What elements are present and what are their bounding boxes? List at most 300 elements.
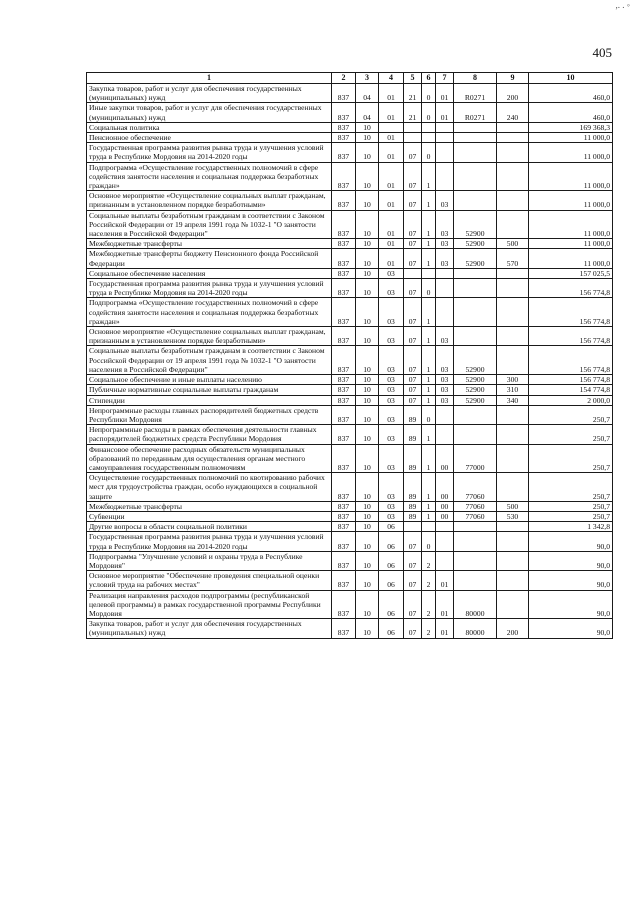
code-cell: 1 <box>422 375 436 385</box>
expense-name-cell: Иные закупки товаров, работ и услуг для обеспечения государственных (муниципальных) нужд <box>87 103 332 122</box>
expense-name-cell: Социальные выплаты безработным гражданам в соответствии с Законом Российской Федерации от 19 апреля 1991 года № 1032-1 "О занятости населения в Российской Федерации" <box>87 210 332 239</box>
column-header: 1 <box>87 73 332 84</box>
code-cell: 1 <box>422 444 436 473</box>
code-cell: 07 <box>404 239 422 249</box>
code-cell <box>497 327 529 346</box>
code-cell: 89 <box>404 501 422 511</box>
code-cell: 10 <box>356 268 379 278</box>
expense-name-cell: Межбюджетные трансферты <box>87 239 332 249</box>
code-cell: 06 <box>379 532 404 551</box>
code-cell: 07 <box>404 375 422 385</box>
code-cell: 01 <box>379 239 404 249</box>
code-cell: 03 <box>379 327 404 346</box>
code-cell: 03 <box>436 249 454 268</box>
code-cell: 200 <box>497 619 529 638</box>
code-cell: R0271 <box>454 84 497 103</box>
table-row <box>87 619 613 638</box>
code-cell <box>497 590 529 619</box>
amount-cell: 157 025,5 <box>529 268 613 278</box>
code-cell <box>497 346 529 375</box>
code-cell: 10 <box>356 375 379 385</box>
code-cell: 03 <box>436 239 454 249</box>
amount-cell: 250,7 <box>529 444 613 473</box>
code-cell: 03 <box>379 385 404 395</box>
code-cell <box>497 444 529 473</box>
code-cell: 837 <box>332 327 356 346</box>
code-cell: 300 <box>497 375 529 385</box>
code-cell: 01 <box>379 162 404 191</box>
code-cell: 03 <box>379 501 404 511</box>
code-cell <box>422 522 436 532</box>
code-cell: 07 <box>404 210 422 239</box>
code-cell: 07 <box>404 162 422 191</box>
code-cell: 52900 <box>454 395 497 405</box>
code-cell <box>454 279 497 298</box>
code-cell <box>454 143 497 162</box>
code-cell <box>436 268 454 278</box>
expense-name-cell: Социальные выплаты безработным гражданам в соответствии с Законом Российской Федерации от 19 апреля 1991 года № 1032-1 "О занятости населения в Российской Федерации" <box>87 346 332 375</box>
code-cell: 837 <box>332 210 356 239</box>
table-body <box>87 84 613 639</box>
code-cell <box>497 133 529 143</box>
expense-name-cell: Государственная программа развития рынка труда и улучшения условий труда в Республике Мордовия на 2014-2020 годы <box>87 279 332 298</box>
code-cell: 21 <box>404 103 422 122</box>
column-header: 5 <box>404 73 422 84</box>
code-cell: 01 <box>379 191 404 210</box>
code-cell: 10 <box>356 444 379 473</box>
code-cell: 03 <box>379 375 404 385</box>
code-cell <box>497 143 529 162</box>
code-cell: 03 <box>436 385 454 395</box>
code-cell: 06 <box>379 571 404 590</box>
code-cell: 1 <box>422 327 436 346</box>
code-cell: 837 <box>332 590 356 619</box>
code-cell: 10 <box>356 571 379 590</box>
code-cell: 10 <box>356 405 379 424</box>
code-cell: 837 <box>332 532 356 551</box>
code-cell: 03 <box>379 298 404 327</box>
code-cell: 07 <box>404 346 422 375</box>
code-cell: 01 <box>379 133 404 143</box>
code-cell: 77060 <box>454 473 497 502</box>
table-row <box>87 249 613 268</box>
code-cell: 00 <box>436 501 454 511</box>
code-cell: 837 <box>332 268 356 278</box>
column-header: 6 <box>422 73 436 84</box>
table-row <box>87 375 613 385</box>
code-cell: 06 <box>379 522 404 532</box>
code-cell: 04 <box>356 103 379 122</box>
code-cell: 837 <box>332 239 356 249</box>
code-cell: 837 <box>332 385 356 395</box>
column-header: 4 <box>379 73 404 84</box>
table-row <box>87 162 613 191</box>
code-cell: 01 <box>436 619 454 638</box>
code-cell <box>436 405 454 424</box>
code-cell <box>436 143 454 162</box>
code-cell: 530 <box>497 511 529 521</box>
expense-name-cell: Межбюджетные трансферты <box>87 501 332 511</box>
table-row <box>87 239 613 249</box>
code-cell: 00 <box>436 444 454 473</box>
amount-cell: 11 000,0 <box>529 143 613 162</box>
table-row <box>87 103 613 122</box>
amount-cell: 250,7 <box>529 405 613 424</box>
code-cell: 77060 <box>454 501 497 511</box>
code-cell <box>454 122 497 132</box>
code-cell: 10 <box>356 501 379 511</box>
expense-name-cell: Социальное обеспечение населения <box>87 268 332 278</box>
code-cell: 80000 <box>454 619 497 638</box>
amount-cell: 90,0 <box>529 532 613 551</box>
table-header-row <box>87 73 613 84</box>
code-cell: 03 <box>436 375 454 385</box>
table-row <box>87 191 613 210</box>
code-cell: 89 <box>404 444 422 473</box>
page-number: 405 <box>592 45 612 60</box>
code-cell: 07 <box>404 298 422 327</box>
code-cell <box>454 268 497 278</box>
code-cell: 10 <box>356 327 379 346</box>
code-cell: 80000 <box>454 590 497 619</box>
amount-cell: 156 774,8 <box>529 375 613 385</box>
code-cell: 03 <box>379 473 404 502</box>
code-cell: 06 <box>379 551 404 570</box>
code-cell: 03 <box>436 210 454 239</box>
code-cell: 01 <box>379 103 404 122</box>
amount-cell: 460,0 <box>529 84 613 103</box>
code-cell <box>436 425 454 444</box>
code-cell: 500 <box>497 501 529 511</box>
column-header: 3 <box>356 73 379 84</box>
code-cell: 10 <box>356 619 379 638</box>
code-cell: 77000 <box>454 444 497 473</box>
code-cell: 10 <box>356 425 379 444</box>
code-cell: 1 <box>422 395 436 405</box>
code-cell <box>436 133 454 143</box>
code-cell: 240 <box>497 103 529 122</box>
table-row <box>87 298 613 327</box>
code-cell <box>454 191 497 210</box>
code-cell: 837 <box>332 103 356 122</box>
amount-cell: 156 774,8 <box>529 279 613 298</box>
amount-cell: 156 774,8 <box>529 327 613 346</box>
code-cell: 837 <box>332 279 356 298</box>
code-cell: 07 <box>404 571 422 590</box>
code-cell: 07 <box>404 279 422 298</box>
code-cell: 03 <box>436 327 454 346</box>
code-cell: 10 <box>356 532 379 551</box>
expense-name-cell: Подпрограмма "Улучшение условий и охраны труда в Республике Мордовия" <box>87 551 332 570</box>
code-cell: 01 <box>436 571 454 590</box>
code-cell: 10 <box>356 395 379 405</box>
code-cell: 01 <box>379 210 404 239</box>
code-cell: 1 <box>422 346 436 375</box>
expense-name-cell: Осуществление государственных полномочий по квотированию рабочих мест для трудоустройства граждан, особо нуждающихся в социальной защите <box>87 473 332 502</box>
code-cell: 03 <box>379 444 404 473</box>
code-cell: 310 <box>497 385 529 395</box>
expense-name-cell: Межбюджетные трансферты бюджету Пенсионного фонда Российской Федерации <box>87 249 332 268</box>
expense-name-cell: Основное мероприятие «Осуществление социальных выплат гражданам, признанным в установленном порядке безработными» <box>87 191 332 210</box>
code-cell: 07 <box>404 385 422 395</box>
code-cell: 2 <box>422 551 436 570</box>
code-cell <box>404 122 422 132</box>
code-cell: 07 <box>404 395 422 405</box>
code-cell <box>497 298 529 327</box>
code-cell: 10 <box>356 346 379 375</box>
table-row <box>87 590 613 619</box>
code-cell: 500 <box>497 239 529 249</box>
expense-name-cell: Закупка товаров, работ и услуг для обеспечения государственных (муниципальных) нужд <box>87 619 332 638</box>
code-cell: 1 <box>422 385 436 395</box>
code-cell: 03 <box>436 395 454 405</box>
code-cell <box>379 122 404 132</box>
code-cell: 01 <box>436 590 454 619</box>
code-cell: 07 <box>404 532 422 551</box>
amount-cell: 2 000,0 <box>529 395 613 405</box>
code-cell <box>454 405 497 424</box>
code-cell: 52900 <box>454 385 497 395</box>
code-cell: 01 <box>436 103 454 122</box>
code-cell: 07 <box>404 191 422 210</box>
code-cell <box>436 551 454 570</box>
code-cell: 837 <box>332 551 356 570</box>
code-cell: 837 <box>332 162 356 191</box>
code-cell: 837 <box>332 619 356 638</box>
code-cell: 10 <box>356 122 379 132</box>
code-cell <box>454 522 497 532</box>
code-cell: 10 <box>356 522 379 532</box>
code-cell: 06 <box>379 590 404 619</box>
code-cell: 1 <box>422 191 436 210</box>
table-row <box>87 473 613 502</box>
code-cell: 837 <box>332 298 356 327</box>
column-header: 9 <box>497 73 529 84</box>
code-cell: 0 <box>422 532 436 551</box>
amount-cell: 250,7 <box>529 473 613 502</box>
code-cell: 837 <box>332 522 356 532</box>
table-row <box>87 571 613 590</box>
table-row <box>87 511 613 521</box>
table-row <box>87 532 613 551</box>
column-header: 10 <box>529 73 613 84</box>
code-cell: 07 <box>404 249 422 268</box>
code-cell: 837 <box>332 425 356 444</box>
expense-name-cell: Государственная программа развития рынка труда и улучшения условий труда в Республике Мордовия на 2014-2020 годы <box>87 143 332 162</box>
code-cell: 07 <box>404 551 422 570</box>
amount-cell: 460,0 <box>529 103 613 122</box>
code-cell: 1 <box>422 249 436 268</box>
table-row <box>87 522 613 532</box>
code-cell: 10 <box>356 590 379 619</box>
code-cell: 03 <box>379 268 404 278</box>
table-row <box>87 210 613 239</box>
code-cell <box>497 551 529 570</box>
column-header: 7 <box>436 73 454 84</box>
code-cell: 837 <box>332 143 356 162</box>
code-cell: 837 <box>332 395 356 405</box>
code-cell: 837 <box>332 346 356 375</box>
code-cell: 03 <box>379 395 404 405</box>
code-cell: 89 <box>404 405 422 424</box>
code-cell <box>404 522 422 532</box>
table-row <box>87 84 613 103</box>
code-cell: 0 <box>422 103 436 122</box>
expense-name-cell: Другие вопросы в области социальной политики <box>87 522 332 532</box>
code-cell: 340 <box>497 395 529 405</box>
code-cell: 10 <box>356 511 379 521</box>
expense-name-cell: Социальное обеспечение и иные выплаты населению <box>87 375 332 385</box>
code-cell: 52900 <box>454 239 497 249</box>
code-cell: 04 <box>356 84 379 103</box>
budget-table-container <box>86 72 612 639</box>
amount-cell: 90,0 <box>529 619 613 638</box>
amount-cell: 11 000,0 <box>529 210 613 239</box>
code-cell: 1 <box>422 425 436 444</box>
amount-cell: 169 368,3 <box>529 122 613 132</box>
code-cell: 01 <box>379 249 404 268</box>
expense-name-cell: Подпрограмма «Осуществление государственных полномочий в сфере содействия занятости населения и социальная поддержка безработных граждан» <box>87 162 332 191</box>
code-cell: 21 <box>404 84 422 103</box>
code-cell: 89 <box>404 425 422 444</box>
expense-name-cell: Финансовое обеспечение расходных обязательств муниципальных образований по переданным для осуществления органам местного самоуправления государственным полномочиям <box>87 444 332 473</box>
code-cell <box>454 133 497 143</box>
code-cell: 06 <box>379 619 404 638</box>
corner-scan-mark: ,. . ◦ <box>615 0 630 10</box>
code-cell <box>436 522 454 532</box>
code-cell <box>497 522 529 532</box>
code-cell: 837 <box>332 444 356 473</box>
code-cell: 10 <box>356 162 379 191</box>
code-cell <box>436 298 454 327</box>
code-cell <box>497 162 529 191</box>
code-cell <box>497 279 529 298</box>
code-cell: 01 <box>379 84 404 103</box>
code-cell: 0 <box>422 143 436 162</box>
expense-name-cell: Государственная программа развития рынка труда и улучшения условий труда в Республике Мордовия на 2014-2020 годы <box>87 532 332 551</box>
code-cell: 89 <box>404 473 422 502</box>
expense-name-cell: Социальная политика <box>87 122 332 132</box>
code-cell: 837 <box>332 405 356 424</box>
code-cell <box>497 268 529 278</box>
expense-name-cell: Публичные нормативные социальные выплаты гражданам <box>87 385 332 395</box>
code-cell: 1 <box>422 298 436 327</box>
code-cell: 03 <box>379 425 404 444</box>
table-row <box>87 346 613 375</box>
code-cell: 03 <box>379 511 404 521</box>
amount-cell: 250,7 <box>529 501 613 511</box>
code-cell <box>436 162 454 191</box>
code-cell: 1 <box>422 473 436 502</box>
code-cell: 52900 <box>454 249 497 268</box>
code-cell: 837 <box>332 571 356 590</box>
code-cell <box>436 122 454 132</box>
code-cell: 07 <box>404 327 422 346</box>
expense-name-cell: Пенсионное обеспечение <box>87 133 332 143</box>
code-cell <box>497 210 529 239</box>
code-cell: 200 <box>497 84 529 103</box>
code-cell: 03 <box>379 346 404 375</box>
code-cell: 10 <box>356 298 379 327</box>
expense-name-cell: Непрограммные расходы главных распорядителей бюджетных средств Республики Мордовия <box>87 405 332 424</box>
code-cell: 52900 <box>454 375 497 385</box>
table-row <box>87 327 613 346</box>
table-row <box>87 551 613 570</box>
code-cell: 03 <box>436 191 454 210</box>
amount-cell: 1 342,8 <box>529 522 613 532</box>
table-row <box>87 425 613 444</box>
code-cell: 07 <box>404 143 422 162</box>
code-cell: 52900 <box>454 346 497 375</box>
table-row <box>87 279 613 298</box>
expense-name-cell: Основное мероприятие "Обеспечение проведения специальной оценки условий труда на рабочих местах" <box>87 571 332 590</box>
code-cell: 1 <box>422 501 436 511</box>
table-row <box>87 122 613 132</box>
code-cell: 837 <box>332 473 356 502</box>
code-cell: 10 <box>356 473 379 502</box>
code-cell <box>454 162 497 191</box>
code-cell: 10 <box>356 385 379 395</box>
code-cell: 837 <box>332 191 356 210</box>
code-cell: 00 <box>436 473 454 502</box>
code-cell: 0 <box>422 405 436 424</box>
code-cell: 77060 <box>454 511 497 521</box>
code-cell: 1 <box>422 511 436 521</box>
amount-cell: 90,0 <box>529 551 613 570</box>
expense-name-cell: Непрограммные расходы в рамках обеспечения деятельности главных распорядителей бюджетных средств Республики Мордовия <box>87 425 332 444</box>
code-cell: 01 <box>379 143 404 162</box>
code-cell <box>454 425 497 444</box>
code-cell <box>497 425 529 444</box>
code-cell: 10 <box>356 210 379 239</box>
code-cell: 00 <box>436 511 454 521</box>
code-cell: 10 <box>356 279 379 298</box>
code-cell: 0 <box>422 84 436 103</box>
code-cell <box>436 279 454 298</box>
code-cell: 837 <box>332 511 356 521</box>
code-cell: 03 <box>436 346 454 375</box>
code-cell <box>454 551 497 570</box>
code-cell: 2 <box>422 590 436 619</box>
code-cell <box>454 327 497 346</box>
expense-name-cell: Основное мероприятие «Осуществление социальных выплат гражданам, признанным в установленном порядке безработными» <box>87 327 332 346</box>
code-cell: 03 <box>379 405 404 424</box>
amount-cell: 11 000,0 <box>529 191 613 210</box>
code-cell: 52900 <box>454 210 497 239</box>
code-cell: 1 <box>422 210 436 239</box>
amount-cell: 90,0 <box>529 571 613 590</box>
code-cell <box>497 571 529 590</box>
code-cell: 837 <box>332 501 356 511</box>
column-header: 2 <box>332 73 356 84</box>
code-cell: 10 <box>356 191 379 210</box>
code-cell <box>454 298 497 327</box>
code-cell <box>497 191 529 210</box>
code-cell: 837 <box>332 249 356 268</box>
table-row <box>87 501 613 511</box>
code-cell <box>497 532 529 551</box>
amount-cell: 156 774,8 <box>529 346 613 375</box>
code-cell: R0271 <box>454 103 497 122</box>
code-cell: 0 <box>422 279 436 298</box>
amount-cell: 11 000,0 <box>529 162 613 191</box>
code-cell: 07 <box>404 619 422 638</box>
code-cell <box>422 268 436 278</box>
code-cell: 2 <box>422 619 436 638</box>
column-header: 8 <box>454 73 497 84</box>
budget-table <box>86 72 613 639</box>
code-cell: 10 <box>356 133 379 143</box>
